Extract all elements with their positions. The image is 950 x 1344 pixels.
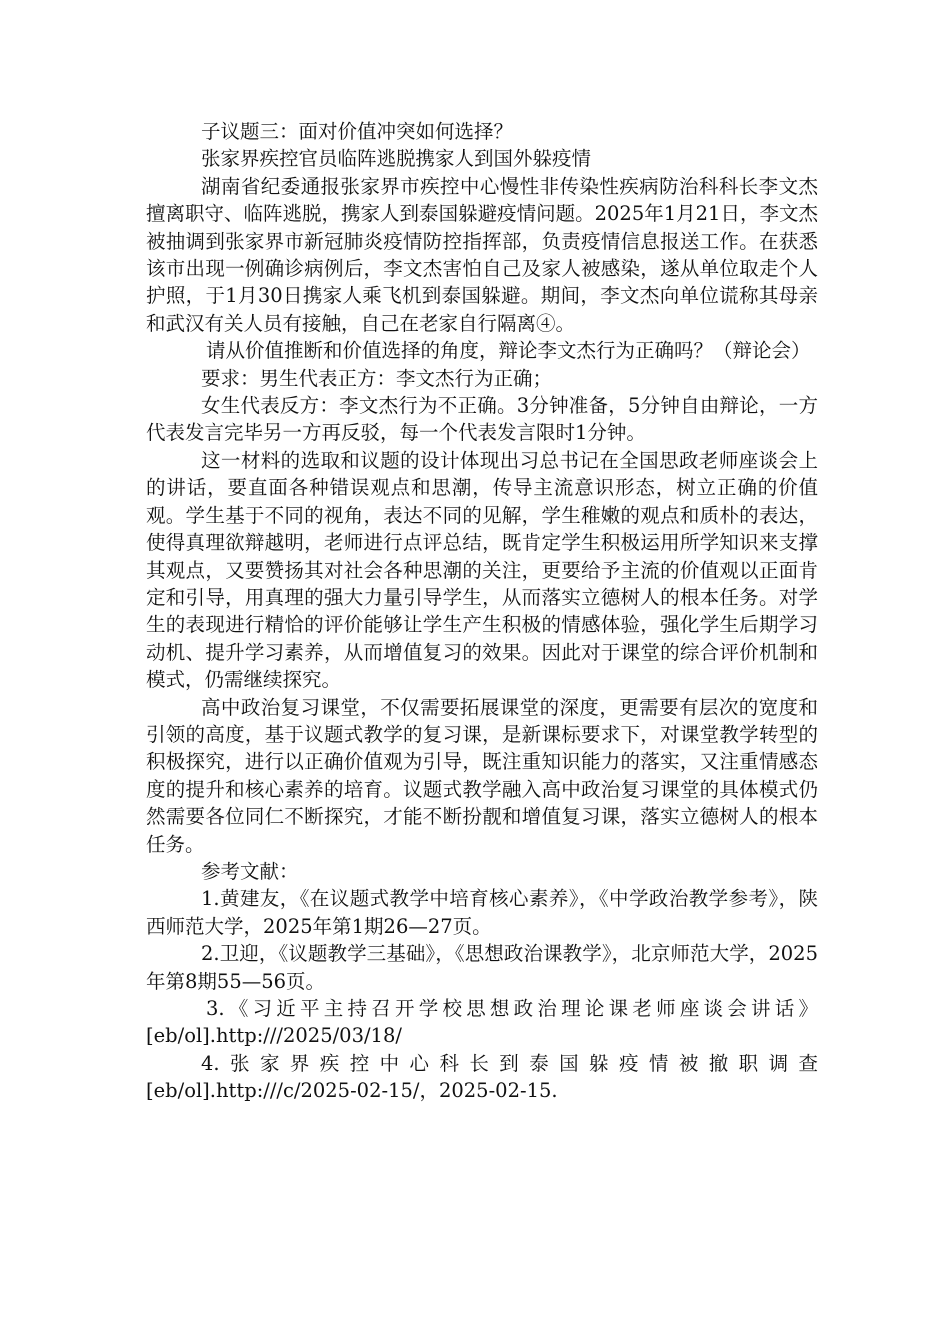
subtopic-heading: 子议题三：面对价值冲突如何选择？ <box>201 120 514 143</box>
case-title: 张家界疾控官员临阵逃脱携家人到国外躲疫情 <box>201 147 592 171</box>
document-page <box>146 118 818 1105</box>
reference-item: 4.张家界疾控中心科长到泰国躲疫情被撤职调查[eb/ol].http:///c/2025-02-15/，2025-02-15. <box>146 1051 818 1103</box>
case-body: 湖南省纪委通报张家界市疾控中心慢性非传染性疾病防治科科长李文杰擅离职守、临阵逃脱，携家人到泰国躲避疫情问题。2025年1月21日，李文杰被抽调到张家界市新冠肺炎疫情防控指挥部，负责疫情信息报送工作。在获悉该市出现一例确诊病例后，李文杰害怕自己及家人被感染，遂从单位取走个人护照，于1月30日携家人乘飞机到泰国躲避。期间，李文杰向单位谎称其母亲和武汉有关人员有接触，自己在老家自行隔离④。 <box>146 174 818 335</box>
analysis-paragraph: 这一材料的选取和议题的设计体现出习总书记在全国思政老师座谈会上的讲话，要直面各种错误观点和思潮，传导主流意识形态，树立正确的价值观。学生基于不同的视角，表达不同的见解，学生稚嫩的观点和质朴的表达，使得真理欲辩越明，老师进行点评总结，既肯定学生积极运用所学知识来支撑其观点，又要赞扬其对社会各种思潮的关注，更要给予主流的价值观以正面肯定和引导，用真理的强大力量引导学生，从而落实立德树人的根本任务。对学生的表现进行精恰的评价能够让学生产生积极的情感体验，强化学生后期学习动机、提升学习素养，从而增值复习的效果。因此对于课堂的综合评价机制和模式，仍需继续探究。 <box>146 448 818 692</box>
reference-item: 2.卫迎，《议题教学三基础》，《思想政治课教学》，北京师范大学，2025年第8期55—56页。 <box>146 942 818 993</box>
requirement-negative: 女生代表反方：李文杰行为不正确。3分钟准备，5分钟自由辩论，一方代表发言完毕另一方再反驳，每一个代表发言限时1分钟。 <box>146 394 818 445</box>
references-heading: 参考文献： <box>201 859 299 883</box>
debate-question: 请从价值推断和价值选择的角度，辩论李文杰行为正确吗？（辩论会） <box>206 339 811 363</box>
reference-item: 1.黄建友，《在议题式教学中培育核心素养》，《中学政治教学参考》，陕西师范大学，2025年第1期26—27页。 <box>146 887 818 938</box>
reference-item: 3.《习近平主持召开学校思想政治理论课老师座谈会讲话》[eb/ol].http:///2025/03/18/ <box>146 997 818 1048</box>
conclusion-paragraph: 高中政治复习课堂，不仅需要拓展课堂的深度，更需要有层次的宽度和引领的高度，基于议题式教学的复习课，是新课标要求下，对课堂教学转型的积极探究，进行以正确价值观为引导，既注重知识能力的落实，又注重情感态度的提升和核心素养的培育。议题式教学融入高中政治复习课堂的具体模式仍然需要各位同仁不断探究，才能不断扮靓和增值复习课，落实立德树人的根本任务。 <box>146 695 818 856</box>
requirement-affirmative: 要求：男生代表正方：李文杰行为正确； <box>201 366 553 390</box>
